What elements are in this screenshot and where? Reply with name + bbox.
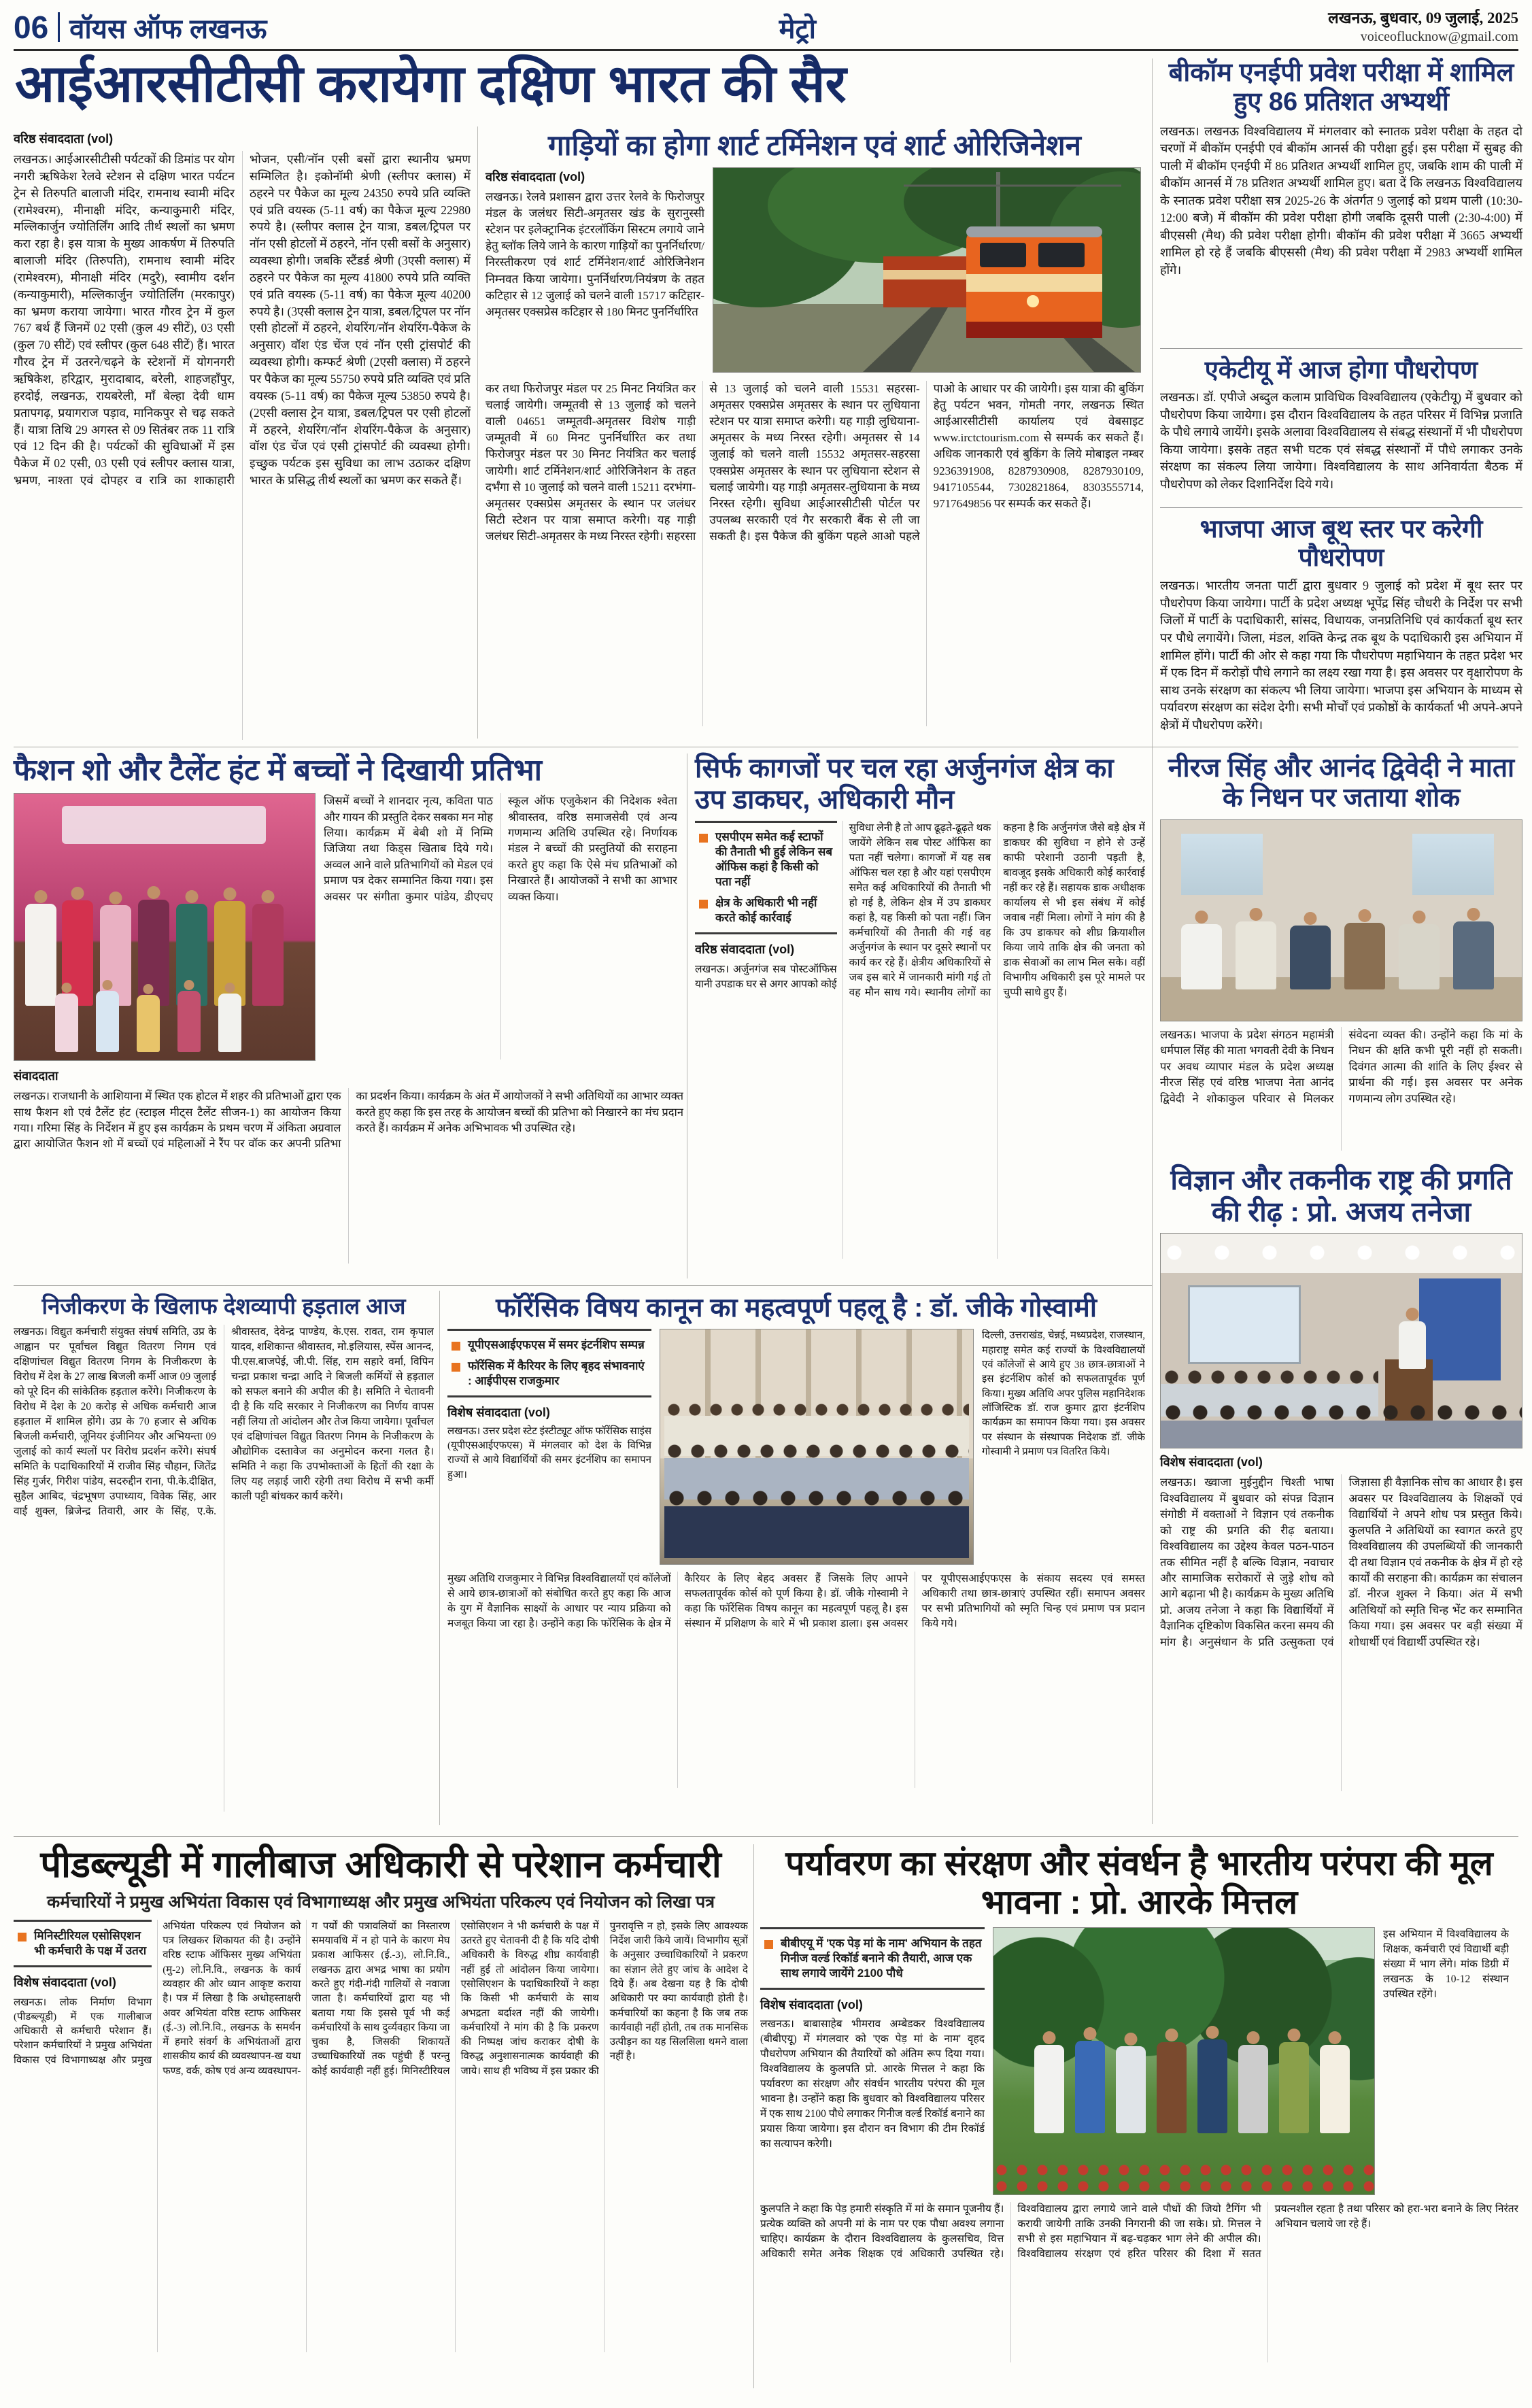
article-fashion — [14, 753, 683, 1264]
bullet-item: एसपीएम समेत कई स्टाफों की तैनाती भी हुई लेकिन सब ऑफिस कहां है किसी को पता नहीं — [698, 830, 834, 889]
article-headline: गाड़ियों का होगा शार्ट टर्मिनेशन एवं शार्ट ओरिजिनेशन — [547, 129, 1081, 161]
article-body: लखनऊ। भाजपा के प्रदेश संगठन महामंत्री धर्मपाल सिंह की माता भगवती देवी के निधन पर अवध व्यापार मंडल के प्रदेश अध्यक्ष नीरज सिंह एवं वरिष्ठ भाजपा नेता आनंद द्विवेदी ने शोकाकुल परिवार से मिलकर संवेदना व्यक्त की। उन्होंने कहा कि मां के निधन की क्षति कभी पूरी नहीं हो सकती। दिवंगत आत्मा की शांति के लिए ईश्वर से प्रार्थना की गई। इस अवसर पर अनेक गणमान्य लोग उपस्थित रहे। — [1160, 1028, 1522, 1105]
article-subhead: कर्मचारियों ने प्रमुख अभियंता विकास एवं विभागाध्यक्ष और प्रमुख अभियंता परिकल्प एवं नियोजन को लिखा पत्र — [46, 1892, 715, 1912]
article-body-bottom: मुख्य अतिथि राजकुमार ने विभिन्न विश्वविद्यालयों एवं कॉलेजों से आये छात्र-छात्राओं को संबोधित करते हुए कहा कि आज के युग में वैज्ञानिक साक्ष्यों के आधार पर न्याय प्रक्रिया को मजबूत किया जा रहा है। उन्होंने कहा कि फॉरेंसिक के क्षेत्र में कैरियर के लिए बेहद अवसर हैं जिसके लिए आपने सफलतापूर्वक कोर्स को पूर्ण किया है। डॉ. जीके गोस्वामी ने कहा कि फॉरेंसिक विषय कानून का महत्वपूर्ण पहलू है। इस संस्थान में प्रशिक्षण के बारे में भी प्रकाश डाला। इस अवसर पर यूपीएसआईएफएस के संकाय सदस्य एवं समस्त अधिकारी तथा छात्र-छात्राएं उपस्थित रहीं। समापन अवसर पर सभी प्रतिभागियों को स्मृति चिन्ह एवं प्रमाण पत्र प्रदान किये गये। — [447, 1573, 1145, 1630]
section-title: मेट्रो — [779, 14, 817, 44]
ceiling-lights — [1161, 1234, 1522, 1273]
column-rule — [477, 126, 478, 739]
article-body: लखनऊ। आईआरसीटीसी पर्यटकों की डिमांड पर योग नगरी ऋषिकेश रेलवे स्टेशन से दक्षिण भारत पर्यटन ट्रेन से तिरुपति बालाजी मंदिर, रामनाथ स्वामी मंदिर (रामेश्वरम), मीनाक्षी मंदिर, कन्याकुमारी मंदिर, मल्लिकार्जुन ज्योतिर्लिंग आदि तीर्थ स्थलों का भ्रमण करा रहा है। इस यात्रा के मुख्य आकर्षण में तिरुपति बालाजी मंदिर (तिरुपति), रामनाथ स्वामी मंदिर (रामेश्वरम), मीनाक्षी मंदिर (मदुरै), स्वामीय दर्शन (कन्याकुमारी), मल्लिकार्जुन ज्योतिर्लिंग (मरकापुर) का भ्रमण कराया जायेगा। भारत गौरव ट्रेन में कुल 767 बर्थ हैं जिनमें 02 एसी (कुल 49 सीटें), 03 एसी (कुल 70 सीटें) एवं स्लीपर (कुल 648 सीटें) हैं। भारत गौरव ट्रेन में उतरने/चढ़ने के स्टेशनों में योगनगरी ऋषिकेश, हरिद्वार, मुरादाबाद, बरेली, शाहजहाँपुर, हरदोई, लखनऊ, रायबरेली, माँ बेल्हा देवी धाम प्रतापगढ़, प्रयागराज पड़ाव, मानिकपुर से चढ़ सकते हैं। यात्रा तिथि 29 अगस्त से 09 सितंबर तक 11 रात्रि एवं 12 दिन की है। पर्यटकों की सुविधाओं में इस पैकेज में 02 एसी, 03 एसी एवं स्लीपर क्लास यात्रा, भ्रमण, नाश्ता एवं दोपहर व रात्रि का शाकाहारी भोजन, एसी/नॉन एसी बसों द्वारा स्थानीय भ्रमण सम्मिलित है। इकोनॉमी श्रेणी (स्लीपर क्लास) में ठहरने पर पैकेज का मूल्य 24350 रुपये प्रति व्यक्ति एवं प्रति वयस्क (5-11 वर्ष) का पैकेज मूल्य 22980 रुपये है। (स्लीपर क्लास ट्रेन यात्रा, डबल/ट्रिपल पर नॉन एसी होटलों में ठहरने, नॉन एसी बसों के अनुसार) व्यवस्था होगी। जबकि स्टैंडर्ड श्रेणी (3एसी क्लास) में ठहरने पर पैकेज का मूल्य 41800 रुपये प्रति व्यक्ति एवं प्रति वयस्क (5-11 वर्ष) का पैकेज मूल्य 40200 रुपये है। (3एसी क्लास ट्रेन यात्रा, डबल/ट्रिपल पर नॉन एसी होटलों में ठहरने, शेयरिंग/नॉन शेयरिंग-पैकेज के अनुसार) वॉश एंड चेंज एवं नॉन एसी ट्रांसपोर्ट की व्यवस्था होगी। कम्फर्ट श्रेणी (2एसी क्लास) में ठहरने पर पैकेज का मूल्य 55750 रुपये प्रति व्यक्ति एवं प्रति वयस्क (5-11 वर्ष) का पैकेज मूल्य 53850 रुपये है। (2एसी क्लास ट्रेन यात्रा, डबल/ट्रिपल पर एसी होटलों में ठहरने, शेयरिंग/नॉन शेयरिंग-पैकेज के अनुसार) वॉश एंड चेंज एवं एसी ट्रांसपोर्ट की व्यवस्था होगी। इच्छुक पर्यटक इस सुविधा का लाभ उठाकर दक्षिण भारत के प्रसिद्ध तीर्थ स्थलों का भ्रमण कर सकते हैं। — [14, 152, 471, 488]
byline: वरिष्ठ संवाददाता (vol) — [695, 942, 795, 956]
column-rule — [1152, 58, 1153, 1824]
article-body-side: दिल्ली, उत्तराखंड, चेन्नई, मध्यप्रदेश, राजस्थान, महाराष्ट्र समेत कई राज्यों के विश्वविद्यालयों एवं कॉलेजों से आये हुए 38 छात्र-छात्राओं ने इस इंटर्नशिप कोर्स को सफलतापूर्वक पूर्ण किया। मुख्य अतिथि अपर पुलिस महानिदेशक लॉजिस्टिक डॉ. राज कुमार द्वारा इंटर्नशिप कार्यक्रम का समापन किया गया। इस अवसर पर संस्थान के संस्थापक निदेशक डॉ. जीके गोस्वामी ने प्रमाण पत्र वितरित किये। — [982, 1330, 1145, 1457]
byline: वरिष्ठ संवाददाता (vol) — [14, 132, 114, 146]
article-headline: एकेटीयू में आज होगा पौधरोपण — [1204, 356, 1478, 384]
fashion-show-photo — [14, 793, 316, 1061]
article-forensic — [447, 1293, 1145, 1788]
bullet-item: मिनिस्टीरियल एसोसिएशन भी कर्मचारी के पक्ष में उतरा — [16, 1929, 149, 1958]
window — [1181, 834, 1263, 895]
article-body: लखनऊ। डॉ. एपीजे अब्दुल कलाम प्राविधिक विश्वविद्यालय (एकेटीयू) में बुधवार को पौधरोपण किया जायेगा। इस दौरान विश्वविद्यालय के तहत परिसर में विभिन्न प्रजाति के पौधे लगाये जायेंगे। इसके अलावा विश्वविद्यालय से संबद्ध संस्थानों में भी पौधरोपण किया जायेगा। इसके तहत सभी घटक एवं संबद्ध संस्थानों में पौधे लगाकर उनके संरक्षण का संकल्प लिया जायेगा। विश्वविद्यालय के साथ अनिवार्यता बैठक में पौधरोपण को लेकर दिशानिर्देश दिये गये। — [1160, 390, 1522, 491]
page-number: 06 — [14, 10, 49, 45]
byline: विशेष संवाददाता (vol) — [447, 1405, 550, 1419]
article-body-bottom: लखनऊ। राजधानी के आशियाना में स्थित एक होटल में शहर की प्रतिभाओं द्वारा एक साथ फैशन शो एवं टैलेंट हंट (स्टाइल मीट्स टैलेंट सीजन-1) का आयोजन किया गया। गरिमा सिंह के निर्देशन में हुए इस कार्यक्रम के प्रथम चरण में अंकिता अग्रवाल द्वारा आयोजित फैशन शो में बच्चों एवं महिलाओं ने रैंप पर वॉक कर अपनी प्रतिभा का प्रदर्शन किया। कार्यक्रम के अंत में आयोजकों ने सभी अतिथियों का आभार व्यक्त करते हुए कहा कि इस तरह के आयोजन बच्चों की प्रतिभा को निखारने का मंच प्रदान करते हैं। कार्यक्रम में अनेक अभिभावक भी उपस्थित रहे। — [14, 1089, 683, 1151]
masthead-right — [1328, 9, 1518, 46]
article-headline: सिर्फ कागजों पर चल रहा अर्जुनगंज क्षेत्र का उप डाकघर, अधिकारी मौन — [695, 753, 1114, 815]
byline: संवाददाता — [14, 1069, 58, 1083]
article-body: लखनऊ। लखनऊ विश्वविद्यालय में मंगलवार को स्नातक प्रवेश परीक्षा के तहत दो चरणों में बीकॉम एनईपी एवं बीकॉम आनर्स की परीक्षा हुई। इस परीक्षा में सुबह की पाली में बीकॉम एनईपी में 86 प्रतिशत अभ्यर्थी शामिल हुए, जबकि शाम की पाली में बीकॉम आनर्स में 78 प्रतिशत अभ्यर्थी शामिल हुए। बता दें कि लखनऊ विश्वविद्यालय के स्नातक प्रवेश परीक्षा सत्र 2025-26 के अंतर्गत 9 जुलाई को प्रथम पाली (10:30-12:00 बजे) में बीकॉम की प्रवेश परीक्षा होगी जबकि दूसरी पाली (2:30-4:00) में बीएससी (मैथ) की प्रवेश परीक्षा होगी। बीकॉम की प्रवेश परीक्षा में 3665 अभ्यर्थी शामिल हो रहे हैं जबकि बीएससी (मैथ) की प्रवेश परीक्षा में 2983 अभ्यर्थी शामिल होंगे। — [1160, 124, 1522, 277]
lead-headline: आईआरसीटीसी करायेगा दक्षिण भारत की सैर — [15, 55, 847, 113]
article-body: लखनऊ। लोक निर्माण विभाग (पीडब्ल्यूडी) में एक गालीबाज अधिकारी से कर्मचारी परेशान हैं। परेशान कर्मचारियों ने प्रमुख अभियंता विकास एवं विभागाध्यक्ष और प्रमुख अभियंता परिकल्प एवं नियोजन को पत्र लिखकर शिकायत की है। उन्होंने वरिष्ठ स्टाफ ऑफिसर मुख्य अभियंता (मु-2) लो.नि.वि., लखनऊ के कार्य व्यवहार की ओर ध्यान आकृष्ट कराया है। पत्र में लिखा है कि अधोहस्ताक्षरी अवर अभियंता वरिष्ठ स्टाफ आफिसर (ई.-3) लो.नि.वि., लखनऊ के समर्थन में हमारे संवर्ग के अभियंताओं द्वारा शासकीय कार्य की व्यवस्थापन-ख यथा फण्ड, वर्क, कोष एवं अन्य व्यवस्थापन-ग पर्यों की पत्रावलियों का निस्तारण समयावधि में न हो पाने के कारण मेघ प्रकाश आफिसर (ई.-3), लो.नि.वि., लखनऊ द्वारा अभद्र भाषा का प्रयोग करते हुए गंदी-गंदी गालियों से नवाजा जाता है। कर्मचारियों द्वारा यह भी बताया गया कि इससे पूर्व भी कई कर्मचारियों के साथ दुर्व्यवहार किया जा चुका है, जिसकी शिकायतें उच्चाधिकारियों तक पहुंची हैं परन्तु कोई कार्यवाही नहीं हुई। मिनिस्टीरियल एसोसिएशन ने भी कर्मचारी के पक्ष में उतरते हुए चेतावनी दी है कि यदि दोषी अधिकारी के विरुद्ध शीघ्र कार्यवाही नहीं हुई तो आंदोलन किया जायेगा। एसोसिएशन के पदाधिकारियों ने कहा कि किसी भी कर्मचारी के साथ अभद्रता बर्दाश्त नहीं की जायेगी। कर्मचारियों ने मांग की है कि प्रकरण की निष्पक्ष जांच कराकर दोषी के विरुद्ध अनुशासनात्मक कार्यवाही की जाये। साथ ही भविष्य में इस प्रकार की पुनरावृत्ति न हो, इसके लिए आवश्यक निर्देश जारी किये जायें। विभागीय सूत्रों के अनुसार उच्चाधिकारियों ने प्रकरण का संज्ञान लेते हुए जांच के आदेश दे दिये हैं। अब देखना यह है कि दोषी अधिकारी पर क्या कार्यवाही होती है। कर्मचारियों का कहना है कि जब तक कार्यवाही नहीं होती, तब तक मानसिक उत्पीड़न का यह सिलसिला थमने वाला नहीं है। — [14, 1920, 748, 2077]
crowd-row-front — [664, 1490, 969, 1558]
byline: विशेष संवाददाता (vol) — [760, 1998, 863, 2012]
article-body-bottom: कुलपति ने कहा कि पेड़ हमारी संस्कृति में मां के समान पूजनीय हैं। प्रत्येक व्यक्ति को अपनी मां के नाम पर एक पौधा अवश्य लगाना चाहिए। कार्यक्रम के दौरान विश्वविद्यालय के कुलसचिव, वित्त अधिकारी समेत अनेक शिक्षक एवं अधिकारी उपस्थित रहे। विश्वविद्यालय द्वारा लगाये जाने वाले पौधों की जियो टैगिंग भी करायी जायेगी ताकि उनकी निगरानी की जा सके। प्रो. मित्तल ने सभी से इस महाभियान में बढ़-चढ़कर भाग लेने की अपील की। विश्वविद्यालय संरक्षण एवं हरित परिसर की दिशा में सतत प्रयत्नशील रहता है तथा परिसर को हरा-भरा बनाने के लिए निरंतर अभियान चलाये जा रहे हैं। — [760, 2203, 1518, 2260]
byline: विशेष संवाददाता (vol) — [14, 1975, 116, 1989]
seminar-photo — [1160, 1233, 1522, 1448]
condolence-photo — [1160, 819, 1522, 1021]
article-irctc — [14, 129, 471, 740]
column-rule — [753, 1844, 754, 2388]
window — [1412, 834, 1494, 895]
article-content — [14, 1920, 748, 2352]
article-headline: पर्यावरण का संरक्षण और संवर्धन है भारतीय परंपरा की मूल भावना : प्रो. आरके मित्तल — [785, 1844, 1493, 1921]
train-photo — [713, 167, 1141, 373]
article-body-left: लखनऊ। रेलवे प्रशासन द्वारा उत्तर रेलवे के फिरोजपुर मंडल के जलंधर सिटी-अमृतसर खंड के सुरानुस्सी स्टेशन पर इलेक्ट्रानिक इंटरलॉकिंग सिस्टम लगाये जाने हेतु ब्लॉक लिये जाने के कारण गाड़ियों का पुनर्निर्धारण/निरस्तीकरण एवं शार्ट टर्मिनेशन/शार्ट ओरिजिनेशन निम्नवत किया जायेगा। पुनर्निर्धारण/नियंत्रण के तहत कटिहार से 12 जुलाई को चलने वाली 15717 कटिहार-अमृतसर एक्सप्रेस कटिहार से 180 मिनट पुनर्निर्धारित — [486, 190, 704, 318]
article-condolence — [1160, 753, 1522, 1151]
date-line: लखनऊ, बुधवार, 09 जुलाई, 2025 — [1328, 10, 1518, 27]
article-body-side: जिसमें बच्चों ने शानदार नृत्य, कविता पाठ और गायन की प्रस्तुति देकर सबका मन मोह लिया। कार्यक्रम में बेबी शो में निम्मि जिजिया तथा किड्स खिताब दिये गये। अव्वल आने वाले प्रतिभागियों को मेडल एवं प्रमाण पत्र देकर सम्मानित किया गया। इस अवसर पर संगीता कुमार पांडेय, डीएचए स्कूल ऑफ एजुकेशन की निदेशक श्वेता श्रीवास्तव, वरिष्ठ समाजसेवी एवं अन्य गणमान्य अतिथि उपस्थित रहे। निर्णायक मंडल ने बच्चों की प्रस्तुतियों की सराहना करते हुए कहा कि ऐसे मंच प्रतिभाओं को निखारते हैं। आयोजकों ने सभी का आभार व्यक्त किया। — [324, 794, 677, 903]
bullet-item: फॉरेंसिक में कैरियर के लिए बृहद संभावनाएं : आईपीएस राजकुमार — [450, 1359, 649, 1389]
masthead-left — [14, 9, 267, 46]
article-aktu — [1160, 348, 1522, 503]
projection-screen — [1188, 1285, 1301, 1364]
article-content — [695, 821, 1145, 1259]
article-body: लखनऊ। भारतीय जनता पार्टी द्वारा बुधवार 9 जुलाई को प्रदेश में बूथ स्तर पर पौधरोपण किया जायेगा। पार्टी के प्रदेश अध्यक्ष भूपेंद्र सिंह चौधरी के निर्देश पर सभी जिलों में पार्टी के पदाधिकारी, सांसद, विधायक, जनप्रतिनिधि एवं कार्यकर्ता बूथ स्तर पर पौधे लगायेंगे। जिला, मंडल, शक्ति केन्द्र तक बूथ के पदाधिकारी इस अभियान में शामिल होंगे। पार्टी की ओर से कहा गया कि पौधरोपण महाभियान के तहत प्रदेश भर में एक दिन में करोड़ों पौधे लगाने का लक्ष्य रखा गया है। इस अवसर पर वृक्षारोपण के साथ उनके संरक्षण का संकल्प भी लिया जायेगा। भाजपा इस अभियान के माध्यम से पर्यावरण संरक्षण का संदेश देगी। सभी मोर्चों एवं प्रकोष्ठों के कार्यकर्ता भी अपने-अपने क्षेत्रों में पौधरोपण करेंगे। — [1160, 579, 1522, 732]
article-science — [1160, 1164, 1522, 1791]
highlight-bullets — [695, 821, 837, 934]
article-body: लखनऊ। विद्युत कर्मचारी संयुक्त संघर्ष समिति, उप्र के आह्वान पर पूर्वांचल विद्युत वितरण निगम एवं दक्षिणांचल विद्युत वितरण निगम के निजीकरण के विरोध में देश के 27 लाख बिजली कर्मी आज 09 जुलाई को पूरे दिन की सांकेतिक हड़ताल करेंगे। निजीकरण के विरोध में देश के 20 करोड़ से अधिक कर्मचारी आज हड़ताल में शामिल होंगे। उप्र के 70 हजार से अधिक बिजली कर्मचारी, जूनियर इंजीनियर और अभियन्ता 09 जुलाई को कार्य स्थलों पर विरोध प्रदर्शन करेंगे। संघर्ष समिति के पदाधिकारियों में राजीव सिंह चौहान, जितेंद्र सिंह गुर्जर, गिरीश पांडेय, सदरुद्दीन राना, पी.के.दीक्षित, सुहैल आबिद, चंद्रभूषण उपाध्याय, विवेक सिंह, आर वाई शुक्ल, ब्रिजेन्द्र तिवारी, आर के सिंह, ए.के. श्रीवास्तव, देवेन्द्र पाण्डेय, के.एस. रावत, राम कृपाल यादव, शशिकान्त श्रीवास्तव, मो.इलियास, स्पेंस आनन्द, पी.एस.बाजपेई, जी.पी. सिंह, राम सहारे वर्मा, विपिन चन्द्रा प्रकाश चन्द्रा आदि ने बिजली कर्मियों से हड़ताल को सफल बनाने की अपील की है। समिति ने चेतावनी दी है कि यदि सरकार ने निजीकरण का निर्णय वापस नहीं लिया तो आंदोलन और तेज किया जायेगा। पूर्वांचल एवं दक्षिणांचल विद्युत वितरण निगम के निजीकरण के औद्योगिक दस्तावेज का अनुमोदन करना गलत है। समिति ने कहा कि उपभोक्ताओं के हितों की रक्षा के लिए यह लड़ाई जारी रहेगी तथा विरोध में सभी कर्मी काली पट्टी बांधकर कार्य करेंगे। — [14, 1325, 434, 1517]
article-headline: फैशन शो और टैलेंट हंट में बच्चों ने दिखायी प्रतिभा — [14, 753, 543, 787]
article-headline: फॉरेंसिक विषय कानून का महत्वपूर्ण पहलू है : डॉ. जीके गोस्वामी — [496, 1293, 1097, 1323]
article-body: लखनऊ। अर्जुनगंज सब पोस्टऑफिस यानी उपडाक घर से अगर आपको कोई सुविधा लेनी है तो आप ढूढ़ते-ढूढ़ते थक जायेंगे लेकिन सब पोस्ट ऑफिस का पता नहीं चलेगा। कागजों में यह सब ऑफिस चल रहा है और यहां एसपीएम समेत कई अधिकारियों की तैनाती भी हो गई है, लेकिन क्षेत्र में उप डाकघर कहां है, यह किसी को पता नहीं। जिन कर्मचारियों की तैनाती की गई वह अर्जुनगंज के स्थान पर दूसरे स्थानों पर कार्य कर रहे हैं। क्षेत्रीय अधिकारियों से जब इस बारे में जानकारी मांगी गई तो वह मौन साध गये। स्थानीय लोगों का कहना है कि अर्जुनगंज जैसे बड़े क्षेत्र में डाकघर की सुविधा न होने से उन्हें काफी परेशानी उठानी पड़ती है, बावजूद इसके अधिकारी कोई कार्रवाई नहीं कर रहे हैं। सहायक डाक अधीक्षक कार्यालय से भी इस संबंध में कोई जवाब नहीं मिला। लोगों ने मांग की है कि उप डाकघर को शीघ्र क्रियाशील किया जाये ताकि क्षेत्र की जनता को डाक सेवाओं का लाभ मिल सके। वहीं विभागीय अधिकारी इस पूरे मामले पर चुप्पी साधे हुए हैं। — [695, 822, 1145, 999]
article-body-bottom: कर तथा फिरोजपुर मंडल पर 25 मिनट नियंत्रित कर चलाई जायेगी। जम्मूतवी से 13 जुलाई को चलने वाली 04651 जम्मूतवी-अमृतसर विशेष गाड़ी जम्मूतवी में 60 मिनट पुनर्निर्धारित कर तथा फिरोजपुर मंडल पर 30 मिनट नियंत्रित कर चलाई जायेगी। शार्ट टर्मिनेशन/शार्ट ओरिजिनेशन के तहत दर्भंगा से 10 जुलाई को चलने वाली 15211 दरभंगा-अमृतसर एक्सप्रेस अमृतसर के स्थान पर जलंधर सिटी स्टेशन पर यात्रा समाप्त करेगी। यह गाड़ी जलंधर सिटी-अमृतसर के मध्य निरस्त रहेगी। सहरसा से 13 जुलाई को चलने वाली 15531 सहरसा-अमृतसर एक्सप्रेस अमृतसर के स्थान पर लुधियाना स्टेशन पर यात्रा समाप्त करेगी। यह गाड़ी लुधियाना-अमृतसर के मध्य निरस्त रहेगी। अमृतसर से 14 जुलाई को चलने वाली 15532 अमृतसर-सहरसा एक्सप्रेस अमृतसर के स्थान पर लुधियाना स्टेशन से चलाई जायेगी। यह गाड़ी अमृतसर-लुधियाना के मध्य निरस्त रहेगी। सुविधा आईआरसीटीसी पोर्टल पर उपलब्ध सरकारी एवं गैर सरकारी बैंक से ली जा सकती है। इस पैकेज की बुकिंग पहले आओ पहले पाओ के आधार पर की जायेगी। इस यात्रा की बुकिंग हेतु पर्यटन भवन, गोमती नगर, लखनऊ स्थित आईआरसीटीसी कार्यालय एवं वेबसाइट www.irctctourism.com से सम्पर्क कर सकते हैं। अधिक जानकारी एवं बुकिंग के लिये मोबाइल नम्बर 9236391908, 8287930908, 8287930109, 9417105544, 7302821864, 8303555714, 9717649856 पर सम्पर्क कर सकते हैं। — [486, 381, 1144, 543]
forensic-group-photo — [660, 1329, 974, 1565]
article-body-left: लखनऊ। बाबासाहेब भीमराव अम्बेडकर विश्वविद्यालय (बीबीएयू) में मंगलवार को 'एक पेड़ मां के नाम' वृहद पौधरोपण अभियान की तैयारियों को अंतिम रूप दिया गया। विश्वविद्यालय के कुलपति प्रो. आरके मित्तल ने कहा कि पर्यावरण का संरक्षण और संवर्धन भारतीय परंपरा की मूल भावना है। उन्होंने कहा कि बुधवार को विश्वविद्यालय परिसर में एक साथ 2100 पौधे लगाकर गिनीज वर्ल्ड रिकॉर्ड बनाने का प्रयास किया जायेगा। इस दौरान वन विभाग की टीम रिकॉर्ड का सत्यापन करेगी। — [760, 2018, 985, 2150]
section-rule — [14, 1836, 1518, 1837]
article-post-office — [695, 753, 1145, 1259]
article-headline: निजीकरण के खिलाफ देशव्यापी हड़ताल आज — [41, 1293, 406, 1319]
article-headline: पीडब्ल्यूडी में गालीबाज अधिकारी से परेशान कर्मचारी — [40, 1844, 721, 1885]
article-pwd — [14, 1844, 748, 2352]
article-body-right: इस अभियान में विश्वविद्यालय के शिक्षक, कर्मचारी एवं विद्यार्थी बड़ी संख्या में भाग लेंगे। मांक डिग्री में लखनऊ के 10-12 संस्थान उपस्थित रहेंगे। — [1383, 1929, 1509, 2000]
bullet-item: क्षेत्र के अधिकारी भी नहीं करते कोई कार्रवाई — [698, 896, 834, 926]
article-body-col1: लखनऊ। उत्तर प्रदेश स्टेट इंस्टीट्यूट ऑफ फॉरेंसिक साइंस (यूपीएसआईएफएस) में मंगलवार को देश के विभिन्न राज्यों से आये विद्यार्थियों की समर इंटर्नशिप का समापन हुआ। — [447, 1425, 651, 1480]
article-strike — [14, 1293, 434, 1812]
column-rule — [439, 1291, 440, 1825]
article-short-termination — [486, 129, 1144, 726]
byline: वरिष्ठ संवाददाता (vol) — [486, 169, 585, 184]
masthead — [14, 5, 1518, 51]
article-bjp — [1160, 507, 1522, 739]
article-headline: बीकॉम एनईपी प्रवेश परीक्षा में शामिल हुए 86 प्रतिशत अभ्यर्थी — [1168, 58, 1514, 117]
bullet-item: यूपीएसआईएफएस में समर इंटर्नशिप सम्पन्न — [450, 1338, 649, 1353]
train-illustration — [713, 168, 1140, 372]
masthead-divider — [58, 12, 60, 42]
article-headline: नीरज सिंह और आनंद द्विवेदी ने माता के निधन पर जताया शोक — [1168, 753, 1515, 813]
article-headline: विज्ञान और तकनीक राष्ट्र की प्रगति की रीढ़ : प्रो. अजय तनेजा — [1170, 1164, 1512, 1227]
byline: विशेष संवाददाता (vol) — [1160, 1455, 1263, 1470]
paper-name: वॉयस ऑफ लखनऊ — [69, 14, 267, 44]
article-environment — [760, 1844, 1518, 2362]
highlight-bullets — [14, 1920, 152, 1967]
section-rule — [14, 1285, 1152, 1286]
article-headline: भाजपा आज बूथ स्तर पर करेगी पौधरोपण — [1199, 515, 1483, 572]
audience-row — [1161, 1404, 1522, 1448]
article-bcom — [1160, 58, 1522, 333]
bullet-item: बीबीएयू में 'एक पेड़ मां के नाम' अभियान के तहत गिनीज वर्ल्ड रिकॉर्ड बनाने की तैयारी, आज एक साथ लगाये जायेंगे 2100 पौधे — [763, 1936, 982, 1981]
plantation-photo — [993, 1927, 1375, 2195]
highlight-bullets — [447, 1329, 651, 1397]
contact-email: voiceoflucknow@gmail.com — [1360, 29, 1518, 44]
stage-banner — [62, 806, 266, 844]
flower-bed — [993, 2162, 1374, 2194]
article-body: लखनऊ। ख्वाजा मुईनुद्दीन चिश्ती भाषा विश्वविद्यालय में बुधवार को संपन्न विज्ञान संगोष्ठी में वक्ताओं ने विज्ञान एवं तकनीक को राष्ट्र की प्रगति की रीढ़ बताया। विश्वविद्यालय का उद्देश्य केवल पठन-पाठन तक सीमित नहीं है बल्कि विज्ञान, नवाचार और सामाजिक सरोकारों से जुड़े शोध को आगे बढ़ाना भी है। कार्यक्रम के मुख्य अतिथि प्रो. अजय तनेजा ने कहा कि विद्यार्थियों में वैज्ञानिक दृष्टिकोण विकसित करना समय की मांग है। अनुसंधान के प्रति उत्सुकता एवं जिज्ञासा ही वैज्ञानिक सोच का आधार है। इस अवसर पर विश्वविद्यालय के शिक्षकों एवं विद्यार्थियों ने अपने शोध पत्र प्रस्तुत किये। कुलपति ने अतिथियों का स्वागत करते हुए विश्वविद्यालय की उपलब्धियों की जानकारी दी तथा विज्ञान एवं तकनीक के क्षेत्र में हो रहे कार्यों की सराहना की। कार्यक्रम का संचालन डॉ. नीरज शुक्ल ने किया। अंत में सभी अतिथियों को स्मृति चिन्ह भेंट कर सम्मानित किया गया। इस अवसर पर बड़ी संख्या में शोधार्थी एवं विद्यार्थी उपस्थित रहे। — [1160, 1476, 1522, 1648]
highlight-bullets — [760, 1927, 985, 1990]
